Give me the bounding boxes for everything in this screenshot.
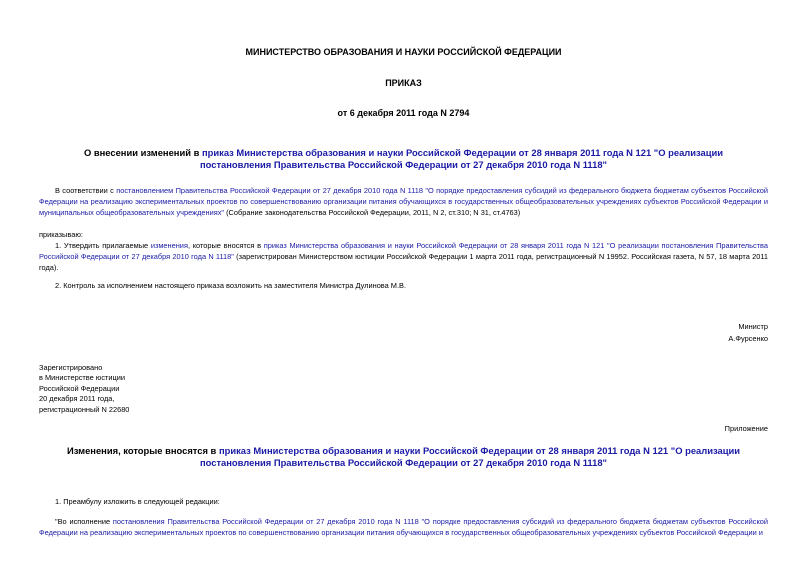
quote-paragraph <box>39 516 768 538</box>
appendix-label: Приложение <box>724 424 768 433</box>
title-prefix: О внесении изменений в <box>83 147 202 158</box>
registration-block <box>39 363 129 415</box>
registration-line: Зарегистрировано <box>39 363 103 372</box>
item-2-paragraph: 2. Контроль за исполнением настоящего приказа возложить на заместителя Министра Дулинова М.В. <box>55 281 406 290</box>
appendix-title-prefix: Изменения, которые вносятся в <box>66 445 219 456</box>
ministry-header: МИНИСТЕРСТВО ОБРАЗОВАНИЯ И НАУКИ РОССИЙСКОЙ ФЕДЕРАЦИИ <box>245 47 562 57</box>
title-order-link[interactable]: приказ Министерства образования и науки Российской Федерации от 28 января 2011 года N 121 "О реализации постановления Правительства Российской Федерации от 27 декабря 2010 года N 1118" <box>199 147 724 170</box>
signature-name: А.Фурсенко <box>728 334 768 343</box>
quote-resolution-link[interactable]: постановления Правительства Российской Федерации от 27 декабря 2010 года N 1118 "О порядке предоставления субсидий из федерального бюджета бюджетам субъектов Российской Федерации на реализацию экспериментальных проектов по совершенствованию организации питания обучающихся в государственных общеобразовательных учреждениях субъектов Российской Федерации и <box>39 517 769 537</box>
preamble-resolution-link[interactable]: постановлением Правительства Российской Федерации от 27 декабря 2010 года N 1118 "О порядке предоставления субсидий из федерального бюджета бюджетам субъектов Российской Федерации на реализацию экспериментальных проектов по совершенствованию организации питания обучающихся в государственных общеобразовательных учреждениях субъектов Российской Федерации и муниципальных общеобразовательных учреждениях" <box>39 186 768 217</box>
registration-line: Российской Федерации <box>39 383 120 393</box>
registration-line: 20 декабря 2011 года, <box>39 394 115 404</box>
registration-line: в Министерстве юстиции <box>39 373 126 383</box>
preamble-paragraph <box>39 185 768 218</box>
change-1-paragraph: 1. Преамбулу изложить в следующей редакции: <box>55 497 220 506</box>
appendix-order-link[interactable]: приказ Министерства образования и науки Российской Федерации от 28 января 2011 года N 121 "О реализации постановления Правительства Российской Федерации от 27 декабря 2010 года N 1118" <box>199 445 741 468</box>
signature-position: Министр <box>738 322 768 331</box>
item-1-suffix: (зарегистрирован Министерством юстиции Российской Федерации 1 марта 2011 года, регистрационный N 19952. Российская газета, N 57, 18 марта 2011 года). <box>39 252 768 272</box>
doc-type: ПРИКАЗ <box>385 78 422 88</box>
appendix-title <box>40 445 767 468</box>
item-1-prefix: 1. Утвердить прилагаемые <box>55 241 151 250</box>
order-word: приказываю: <box>39 230 83 239</box>
signature-block <box>728 321 768 345</box>
item-1-middle: , которые вносятся в <box>187 241 264 250</box>
doc-date-number: от 6 декабря 2011 года N 2794 <box>337 108 470 118</box>
registration-line: регистрационный N 22680 <box>39 404 130 414</box>
preamble-suffix: (Собрание законодательства Российской Федерации, 2011, N 2, ст.310; N 31, ст.4763) <box>224 208 521 217</box>
preamble-prefix: В соответствии с <box>55 186 117 195</box>
item-1-paragraph <box>39 240 768 273</box>
document-title <box>60 147 747 170</box>
item-1-order-link[interactable]: приказ Министерства образования и науки Российской Федерации от 28 января 2011 года N 121 "О реализации постановления Правительства Российской Федерации от 27 декабря 2010 года N 1118" <box>39 241 769 261</box>
quote-prefix: "Во исполнение <box>55 517 113 526</box>
item-1-changes-link[interactable]: изменения <box>150 241 188 250</box>
